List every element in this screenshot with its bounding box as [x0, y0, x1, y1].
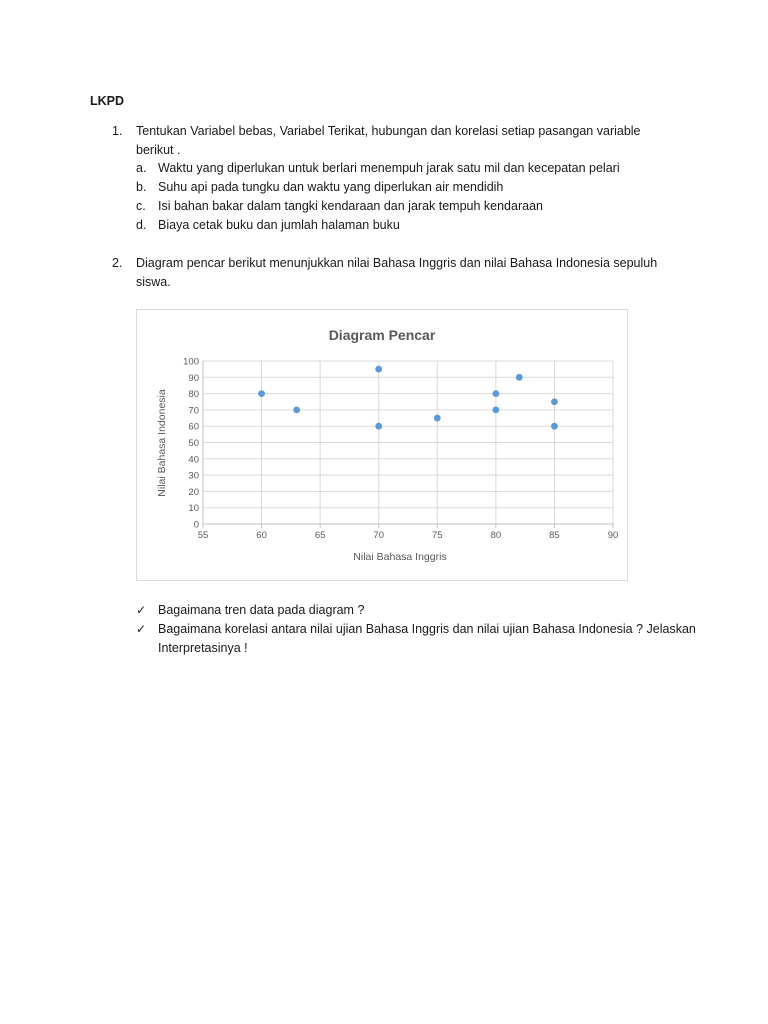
- item-text: Isi bahan bakar dalam tangki kendaraan dan jarak tempuh kendaraan: [158, 199, 543, 213]
- question-2-number: 2.: [112, 256, 123, 270]
- scatter-point: [375, 423, 382, 430]
- y-tick-label: 10: [188, 503, 199, 515]
- item-letter: b.: [136, 180, 147, 194]
- question-2-text: Diagram pencar berikut menunjukkan nilai Bahasa Inggris dan nilai Bahasa Indonesia sepuluh siswa.: [136, 256, 658, 289]
- x-tick-label: 85: [549, 530, 560, 541]
- scatter-point: [516, 374, 523, 381]
- chart-title: Diagram Pencar: [328, 327, 436, 343]
- y-tick-label: 50: [188, 438, 199, 449]
- checklist-item: [136, 601, 696, 620]
- y-tick-label: 60: [188, 421, 199, 433]
- axes: [203, 361, 613, 528]
- grid-lines: [203, 361, 613, 524]
- x-tick-label: 90: [607, 530, 619, 541]
- scatter-point: [258, 390, 265, 397]
- x-tick-label: 80: [490, 530, 502, 541]
- list-item: [136, 197, 696, 216]
- x-tick-label: 55: [197, 530, 209, 541]
- item-text: Waktu yang diperlukan untuk berlari menempuh jarak satu mil dan kecepatan pelari: [158, 161, 620, 175]
- tick-labels: [183, 357, 618, 542]
- x-tick-label: 70: [373, 530, 385, 541]
- x-axis-label: Nilai Bahasa Inggris: [353, 551, 447, 563]
- item-letter: a.: [136, 161, 147, 175]
- item-text: Biaya cetak buku dan jumlah halaman buku: [158, 218, 400, 232]
- y-axis-label: Nilai Bahasa Indonesia: [156, 389, 168, 497]
- y-tick-label: 80: [188, 389, 199, 401]
- scatter-point: [492, 407, 499, 414]
- y-tick-label: 70: [188, 405, 199, 417]
- page-heading: LKPD: [90, 94, 125, 108]
- scatter-chart: [136, 309, 628, 581]
- scatter-chart-svg: [137, 310, 627, 580]
- checklist-item: [136, 620, 696, 658]
- checkmark-icon: ✓: [136, 622, 147, 636]
- y-tick-label: 0: [193, 519, 199, 531]
- y-tick-label: 30: [188, 470, 199, 482]
- scatter-point: [551, 423, 558, 430]
- x-tick-label: 75: [431, 530, 443, 541]
- list-item: [136, 216, 696, 235]
- item-text: Suhu api pada tungku dan waktu yang diperlukan air mendidih: [158, 180, 504, 194]
- scatter-point: [375, 366, 382, 373]
- data-points: [258, 366, 558, 430]
- y-tick-label: 20: [188, 486, 199, 498]
- item-letter: c.: [136, 199, 146, 213]
- y-tick-label: 40: [188, 454, 199, 466]
- scatter-point: [492, 390, 499, 397]
- question-1-text: Tentukan Variabel bebas, Variabel Terikat, hubungan dan korelasi setiap pasangan variable berikut .: [136, 124, 641, 157]
- question-1-items: [136, 159, 696, 235]
- y-tick-label: 90: [188, 372, 199, 384]
- scatter-point: [434, 415, 441, 422]
- scatter-point: [293, 407, 300, 414]
- x-tick-label: 65: [314, 530, 326, 541]
- scatter-point: [551, 398, 558, 405]
- checkmark-icon: ✓: [136, 603, 147, 617]
- list-item: [136, 159, 696, 178]
- checklist-text: Bagaimana tren data pada diagram ?: [158, 603, 365, 617]
- x-tick-label: 60: [256, 530, 267, 541]
- y-tick-label: 100: [183, 356, 199, 368]
- list-item: [136, 178, 696, 197]
- checklist: [136, 601, 696, 658]
- question-1-number: 1.: [112, 124, 123, 138]
- item-letter: d.: [136, 218, 147, 232]
- checklist-text: Bagaimana korelasi antara nilai ujian Bahasa Inggris dan nilai ujian Bahasa Indonesia ? Jelaskan Interpretasinya !: [158, 622, 696, 655]
